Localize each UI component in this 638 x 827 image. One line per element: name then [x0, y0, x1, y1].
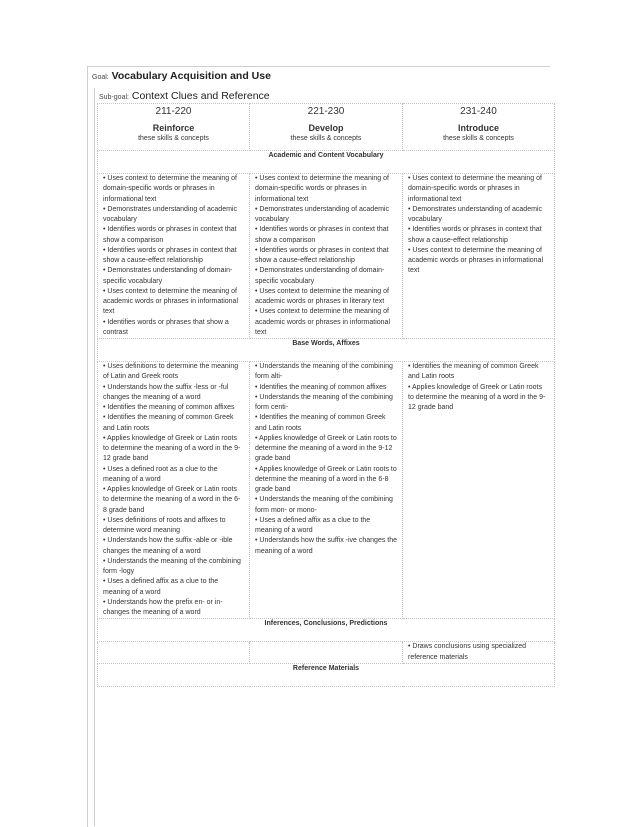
skill-item: • Identifies the meaning of common Greek and Latin roots	[408, 363, 539, 381]
skill-item: • Understands the meaning of the combining form alti-	[255, 363, 393, 381]
skill-item: • Identifies the meaning of common affixes	[255, 383, 387, 391]
skill-item: • Applies knowledge of Greek or Latin roots to determine the meaning of a word in the 6-8 grade band	[103, 486, 241, 514]
skills-cell	[98, 174, 250, 339]
skill-item: • Identifies words or phrases in context that show a cause-effect relationship	[408, 226, 542, 244]
skill-item: • Understands how the suffix -ive changes the meaning of a word	[255, 537, 398, 555]
skill-item: • Identifies words or phrases that show a contrast	[103, 318, 229, 336]
skill-item: • Uses context to determine the meaning of academic words or phrases in informational text	[255, 308, 391, 336]
subgoal-heading	[99, 90, 270, 102]
goal-label: Goal:	[92, 74, 109, 81]
skills-cell	[403, 362, 555, 619]
skills-table	[97, 103, 555, 687]
skills-cell	[250, 174, 403, 339]
goal-heading	[92, 70, 271, 82]
column-stage-sub: these skills & concepts	[290, 135, 362, 142]
skill-item: • Understands how the prefix en- or in- changes the meaning of a word	[103, 598, 223, 616]
skill-item: • Identifies words or phrases in context that show a comparison	[103, 226, 237, 244]
skills-cell	[403, 174, 555, 339]
skill-item: • Applies knowledge of Greek or Latin roots to determine the meaning of a word in the 9-12 grade band	[408, 383, 546, 411]
column-range: 211-220	[155, 106, 192, 117]
skill-item: • Uses a defined affix as a clue to the meaning of a word	[255, 516, 371, 534]
column-range: 231-240	[460, 106, 497, 117]
skill-item: • Uses definitions to determine the meaning of Latin and Greek roots	[103, 363, 239, 381]
section-content-row	[98, 174, 555, 339]
goal-value: Vocabulary Acquisition and Use	[111, 70, 271, 82]
section-title: Academic and Content Vocabulary	[98, 151, 555, 174]
skill-item: • Understands how the suffix -less or -ful changes the meaning of a word	[103, 383, 229, 401]
section-header-row	[98, 339, 555, 362]
skills-cell	[403, 642, 555, 664]
skill-item: • Identifies words or phrases in context that show a comparison	[255, 226, 389, 244]
skill-item: • Understands the meaning of the combining form centi-	[255, 393, 393, 411]
skill-item: • Identifies the meaning of common Greek and Latin roots	[255, 414, 386, 432]
column-stage-sub: these skills & concepts	[138, 135, 209, 142]
skill-item: • Demonstrates understanding of academic vocabulary	[255, 205, 389, 223]
section-title: Reference Materials	[98, 663, 555, 686]
column-header-row	[98, 104, 555, 151]
skill-item: • Uses context to determine the meaning of academic words or phrases in informational text	[103, 287, 239, 316]
skill-item: • Uses context to determine the meaning of academic words or phrases in literary text	[255, 287, 389, 305]
skill-item: • Uses definitions of roots and affixes to determine word meaning	[103, 516, 226, 534]
column-header-211-220	[98, 104, 250, 151]
skill-item: • Applies knowledge of Greek or Latin roots to determine the meaning of a word in the 9-12 grade band	[255, 434, 397, 463]
skills-cell	[98, 362, 250, 619]
skill-item: • Identifies words or phrases in context that show a cause-effect relationship	[103, 246, 237, 264]
column-stage: Reinforce	[152, 123, 195, 133]
skills-cell	[250, 642, 403, 664]
skill-item: • Uses context to determine the meaning of domain-specific words or phrases in informational text	[103, 175, 237, 203]
subgoal-label: Sub-goal:	[99, 94, 129, 101]
section-header-row	[98, 151, 555, 174]
skill-item: • Uses a defined affix as a clue to the meaning of a word	[103, 578, 219, 596]
skill-item: • Uses context to determine the meaning of academic words or phrases in informational text	[408, 246, 544, 275]
column-range: 221-230	[307, 106, 345, 117]
skill-item: • Demonstrates understanding of domain-specific vocabulary	[103, 267, 233, 285]
section-header-row	[98, 663, 555, 686]
skill-item: • Demonstrates understanding of academic vocabulary	[103, 205, 237, 223]
section-title: Base Words, Affixes	[98, 339, 555, 362]
skill-item: • Identifies the meaning of common affixes	[103, 404, 235, 411]
section-title: Inferences, Conclusions, Predictions	[98, 619, 555, 642]
skill-item: • Applies knowledge of Greek or Latin roots to determine the meaning of a word in the 6-8 grade band	[255, 465, 397, 493]
subgoal-value: Context Clues and Reference	[131, 90, 270, 102]
column-header-221-230	[250, 104, 403, 151]
skill-item: • Applies knowledge of Greek or Latin roots to determine the meaning of a word in the 9-12 grade band	[103, 434, 241, 463]
column-stage: Introduce	[457, 123, 499, 133]
skill-item: • Draws conclusions using specialized reference materials	[408, 643, 527, 661]
column-header-231-240	[403, 104, 555, 151]
skill-item: • Understands the meaning of the combining form mon- or mono-	[255, 496, 393, 514]
skill-item: • Identifies words or phrases in context that show a cause-effect relationship	[255, 246, 389, 264]
skills-cell	[98, 642, 250, 664]
skill-item: • Uses context to determine the meaning of domain-specific words or phrases in informational text	[408, 175, 542, 203]
skill-item: • Identifies the meaning of common Greek and Latin roots	[103, 414, 234, 432]
skill-item: • Understands the meaning of the combining form -logy	[103, 557, 241, 575]
skill-item: • Demonstrates understanding of academic vocabulary	[408, 205, 542, 223]
section-header-row	[98, 619, 555, 642]
skill-item: • Understands how the suffix -able or -ible changes the meaning of a word	[103, 537, 233, 555]
section-content-row	[98, 362, 555, 619]
skill-item: • Demonstrates understanding of domain-specific vocabulary	[255, 267, 385, 285]
column-stage: Develop	[308, 123, 344, 133]
skill-item: • Uses context to determine the meaning of domain-specific words or phrases in informational text	[255, 175, 389, 203]
column-stage-sub: these skills & concepts	[443, 135, 514, 142]
skill-item: • Uses a defined root as a clue to the meaning of a word	[103, 465, 218, 483]
section-content-row	[98, 642, 555, 664]
skills-cell	[250, 362, 403, 619]
